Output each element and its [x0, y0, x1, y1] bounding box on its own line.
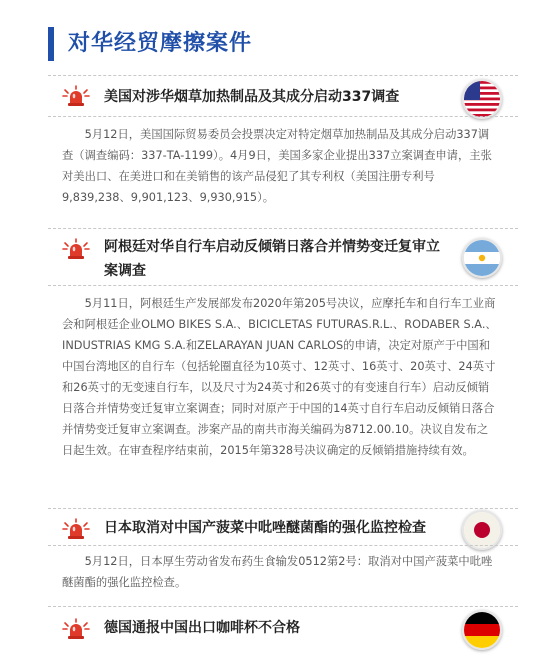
case-title: 德国通报中国出口咖啡杯不合格 — [104, 620, 300, 636]
case-body — [62, 124, 497, 208]
case-body-text: 5月12日，美国国际贸易委员会投票决定对特定烟草加热制品及其成分启动337调查（调查编码：337-TA-1199）。4月9日，美国多家企业提出337立案调查申请，主张对美出口、在美进口和在美销售的该产品侵犯了其专利权（美国注册专利号9,839,238、9,901,123、9,930,915）。 — [62, 128, 492, 204]
accent-bar — [48, 27, 54, 61]
divider — [48, 75, 518, 76]
section-header — [48, 24, 518, 64]
divider — [48, 545, 518, 546]
divider — [48, 508, 518, 509]
section-title: 对华经贸摩擦案件 — [68, 31, 253, 56]
divider — [48, 285, 518, 286]
case-title: 阿根廷对华自行车启动反倾销日落合并情势变迁复审立案调查 — [104, 239, 440, 279]
case-body — [62, 293, 497, 461]
japan-flag-icon — [462, 510, 502, 550]
alarm-icon — [62, 85, 90, 107]
germany-flag-icon — [462, 610, 502, 650]
divider — [48, 228, 518, 229]
alarm-icon — [62, 238, 90, 260]
case-body-text: 5月12日，日本厚生劳动省发布药生食输发0512第2号：取消对中国产菠菜中吡唑醚菌酯的强化监控检查。 — [62, 555, 493, 589]
case-body — [62, 551, 497, 593]
case-body-text: 5月11日，阿根廷生产发展部发布2020年第205号决议，应摩托车和自行车工业商会和阿根廷企业OLMO BIKES S.A.、BICICLETAS FUTURAS.R.L.、RODABER S.A.、INDUSTRIAS KMG S.A.和ZELARAYAN JUAN CARLOS的申请，决定对原产于中国和中国台湾地区的自行车（包括轮圈直径为10英寸、12英寸、16英寸、20英寸、24英寸和26英寸的无变速自行车，以及尺寸为24英寸和26英寸的有变速自行车）启动反倾销日落合并情势变迁复审立案调查；同时对原产于中国的14英寸自行车启动反倾销日落合并情势变迁复审立案调查。涉案产品的南共市海关编码为8712.00.10。决议自发布之日起生效。在审查程序结束前，2015年第328号决议确定的反倾销措施持续有效。 — [62, 297, 497, 457]
divider — [48, 116, 518, 117]
us-flag-icon — [462, 79, 502, 119]
argentina-flag-icon — [462, 238, 502, 278]
case-title: 日本取消对中国产菠菜中吡唑醚菌酯的强化监控检查 — [104, 520, 426, 536]
alarm-icon — [62, 618, 90, 640]
case-title: 美国对涉华烟草加热制品及其成分启动337调查 — [104, 89, 400, 105]
alarm-icon — [62, 518, 90, 540]
divider — [48, 606, 518, 607]
